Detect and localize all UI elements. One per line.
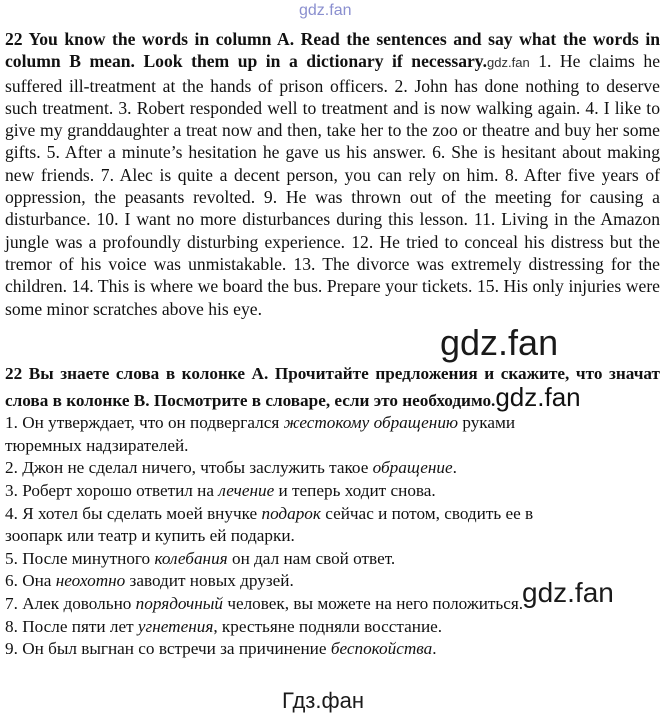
line-text: 5. После минутного <box>5 548 155 568</box>
highlighted-term: порядочный <box>135 593 224 613</box>
russian-heading: 22 Вы знаете слова в колонке А. Прочитайте предложения и скажите, что значат слова в колонке В. Посмотрите в словаре, если это необходимо. <box>5 364 660 410</box>
russian-line <box>5 616 660 639</box>
russian-sentence-list <box>5 412 660 661</box>
highlighted-term: подарок <box>261 503 321 523</box>
line-text: , крестьяне подняли восстание. <box>213 616 443 636</box>
highlighted-term: колебания <box>154 548 228 568</box>
russian-line <box>5 480 660 503</box>
line-text: руками <box>458 413 516 433</box>
line-text: 3. Роберт хорошо ответил на <box>5 480 219 500</box>
line-text: тюремных надзирателей. <box>5 435 189 455</box>
russian-line <box>5 638 660 661</box>
russian-line <box>5 548 660 571</box>
english-paragraph <box>5 28 660 320</box>
line-text: . <box>452 458 457 478</box>
line-text: и теперь ходит снова. <box>274 480 436 500</box>
line-text: 2. Джон не сделал ничего, чтобы заслужить такое <box>5 458 373 478</box>
russian-task <box>5 363 660 661</box>
line-text: . <box>432 639 437 659</box>
russian-line <box>5 503 660 526</box>
watermark-inline-en: gdz.fan <box>487 55 530 71</box>
english-heading: 22 You know the words in column A. Read the sentences and say what the words in column B mean. Look them up in a dictionary if necessary. <box>5 29 660 72</box>
russian-line <box>5 457 660 480</box>
highlighted-term: угнетения <box>137 616 214 636</box>
line-text: 9. Он был выгнан со встречи за причинение <box>5 639 331 659</box>
line-text: он дал нам свой ответ. <box>227 548 396 568</box>
line-text: 6. Она <box>5 571 56 591</box>
russian-line <box>5 525 660 548</box>
english-body: 1. He claims he suffered ill-treatment at the hands of prison officers. 2. John has done nothing to deserve such treatment. 3. Robert responded well to treatment and is now walking again. 4. I like to give my granddaughter a treat now and then, take her to the zoo or theatre and buy her some gifts. 5. After a minute’s hesitation he gave us his answer. 6. She is hesitant about making new friends. 7. Alec is quite a decent person, you can rely on him. 8. After five years of oppression, the peasants revolted. 9. He was thrown out of the meeting for causing a disturbance. 10. I want no more disturbances during this lesson. 11. Living in the Amazon jungle was a profoundly disturbing experience. 12. He tried to conceal his distress but the tremor of his voice was unmistakable. 13. The divorce was extremely distressing for the children. 14. This is where we board the bus. Prepare your tickets. 15. His only injuries were some minor scratches above his eye. <box>5 51 661 319</box>
highlighted-term: жестокому обращению <box>283 413 459 433</box>
line-text: 4. Я хотел бы сделать моей внучке <box>5 503 262 523</box>
watermark-bottom: Гдз.фан <box>282 688 364 713</box>
line-text: 7. Алек довольно <box>5 593 136 613</box>
russian-line <box>5 435 660 458</box>
watermark-inline-ru: gdz.fan <box>495 381 581 412</box>
english-task <box>5 28 660 320</box>
line-text: 8. После пяти лет <box>5 616 138 636</box>
line-text: 1. Он утверждает, что он подвергался <box>5 413 284 433</box>
watermark-big-en: gdz.fan <box>440 322 559 363</box>
highlighted-term: обращение <box>372 458 453 478</box>
watermark-mid-ru: gdz.fan <box>522 577 614 608</box>
line-text: человек, вы можете на него положиться. <box>223 593 524 613</box>
line-text: сейчас и потом, сводить ее в <box>320 503 534 523</box>
highlighted-term: беспокойства <box>330 639 433 659</box>
highlighted-term: неохотно <box>55 571 126 591</box>
line-text: заводит новых друзей. <box>125 571 294 591</box>
watermark-top: gdz.fan <box>299 2 352 19</box>
line-text: зоопарк или театр и купить ей подарки. <box>5 526 295 546</box>
highlighted-term: лечение <box>218 480 275 500</box>
russian-heading-paragraph <box>5 363 660 412</box>
russian-line <box>5 412 660 435</box>
